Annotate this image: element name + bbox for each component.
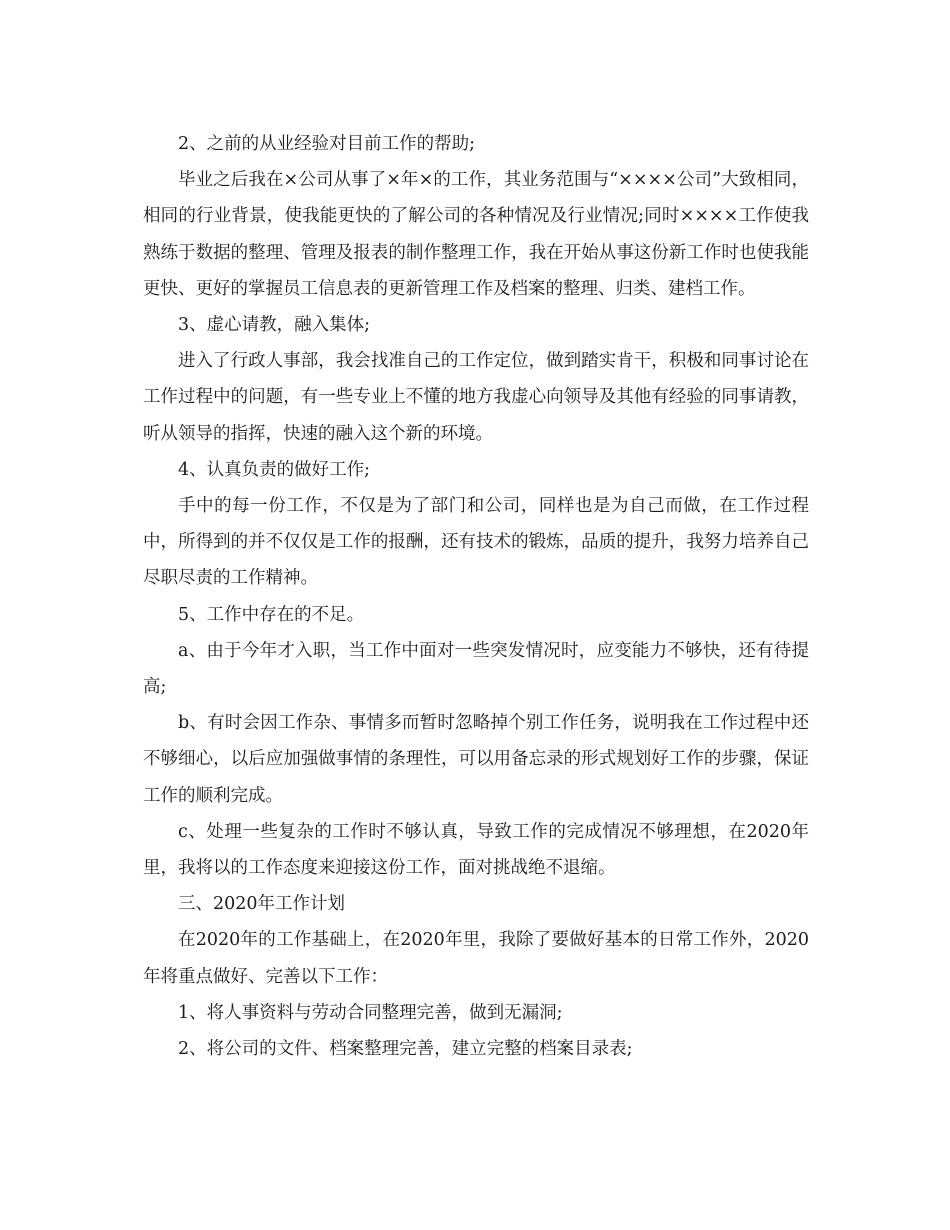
paragraph-shortcoming-a: a、由于今年才入职，当工作中面对一些突发情况时，应变能力不够快，还有待提高; [143,640,809,698]
paragraph-plan-item-1: 1、将人事资料与劳动合同整理完善，做到无漏洞; [178,1002,563,1023]
paragraph-plan-item-2: 2、将公司的文件、档案整理完善，建立完整的档案目录表; [178,1039,633,1060]
paragraph-responsibility-heading: 4、认真负责的做好工作; [178,459,371,480]
paragraph-experience-heading: 2、之前的从业经验对目前工作的帮助; [178,134,476,154]
paragraph-experience-body: 毕业之后我在×公司从事了×年×的工作，其业务范围与“××××公司”大致相同，相同的行业背景，使我能更快的了解公司的各种情况及行业情况;同时××××工作使我熟练于数据的整理、管理及报表的制作整理工作，我在开始从事这份新工作时也使我能更快、更好的掌握员工信息表的更新管理工作及档案的整理、归类、建档工作。 [143,170,809,299]
paragraph-shortcoming-b: b、有时会因工作杂、事情多而暂时忽略掉个别工作任务，说明我在工作过程中还不够细心，以后应加强做事情的条理性，可以用备忘录的形式规划好工作的步骤，保证工作的顺利完成。 [143,713,809,806]
paragraph-plan-intro: 在2020年的工作基础上，在2020年里，我除了要做好基本的日常工作外，2020年将重点做好、完善以下工作： [143,930,809,987]
document-body [143,126,809,1067]
paragraph-shortcoming-c: c、处理一些复杂的工作时不够认真，导致工作的完成情况不够理想，在2020年里，我将以的工作态度来迎接这份工作，面对挑战绝不退缩。 [143,821,809,879]
paragraph-shortcomings-heading: 5、工作中存在的不足。 [178,604,365,625]
paragraph-learning-body: 进入了行政人事部，我会找准自己的工作定位，做到踏实肯干，积极和同事讨论在工作过程中的问题，有一些专业上不懂的地方我虚心向领导及其他有经验的同事请教，听从领导的指挥，快速的融入这个新的环境。 [143,351,809,444]
paragraph-learning-heading: 3、虚心请教，融入集体; [178,315,371,336]
paragraph-responsibility-body: 手中的每一份工作，不仅是为了部门和公司，同样也是为自己而做，在工作过程中，所得到的并不仅仅是工作的报酬，还有技术的锻炼，品质的提升，我努力培养自己尽职尽责的工作精神。 [143,496,809,589]
paragraph-plan-heading: 三、2020年工作计划 [178,894,346,915]
